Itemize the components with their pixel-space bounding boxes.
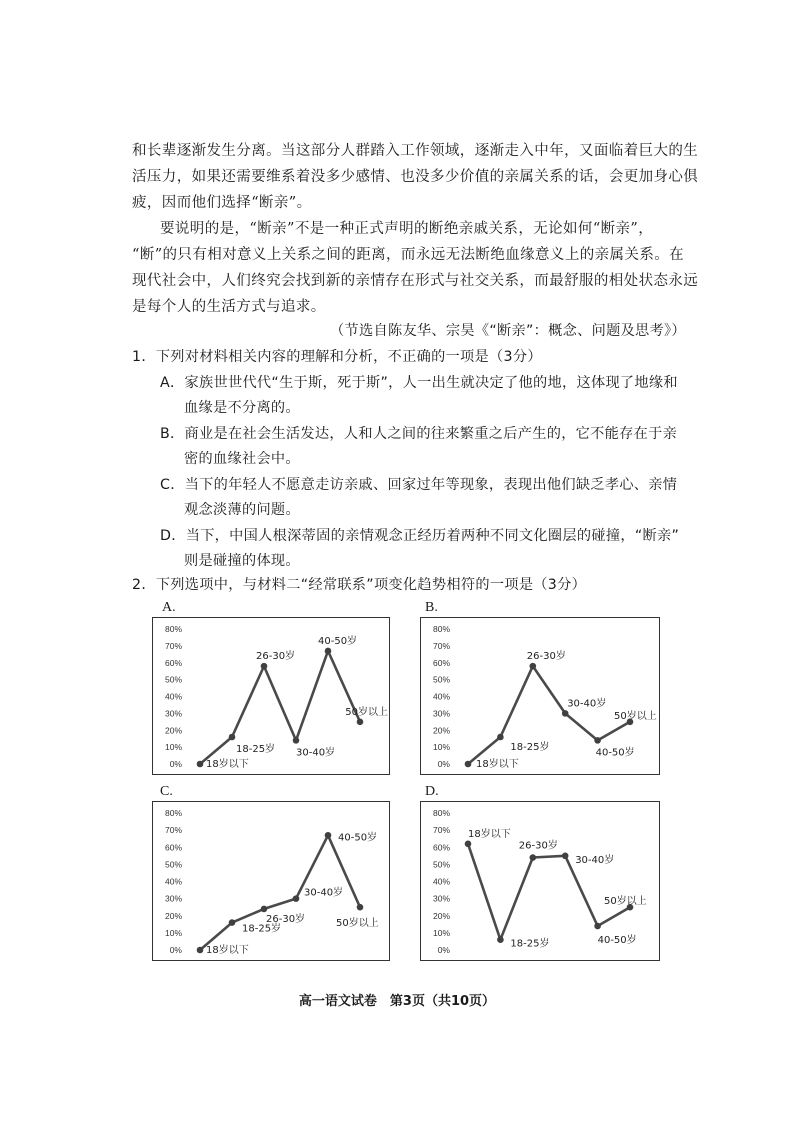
y-tick-label: 50%	[164, 859, 182, 870]
category-label: 40-50岁	[595, 747, 635, 759]
data-point	[197, 761, 204, 768]
q1-option-c-cont: 观念淡薄的问题。	[184, 502, 300, 518]
category-label: 40-50岁	[597, 935, 637, 947]
data-point	[465, 841, 472, 848]
y-tick-label: 0%	[169, 945, 182, 955]
category-label: 18岁以下	[476, 759, 519, 770]
data-point	[594, 923, 601, 930]
data-point	[261, 906, 268, 913]
data-point	[325, 648, 332, 655]
passage-line: 疲，因而他们选择“断亲”。	[132, 195, 312, 211]
passage-line: 要说明的是，“断亲”不是一种正式声明的断绝亲戚关系，无论如何“断亲”，	[160, 221, 654, 237]
y-tick-label: 50%	[432, 859, 450, 870]
y-tick-label: 10%	[164, 927, 182, 938]
data-point	[325, 832, 332, 839]
chart-option-b	[420, 617, 660, 775]
q1-option-b-cont: 密的血缘社会中。	[184, 451, 300, 467]
q2-option-label-c: C.	[160, 784, 173, 799]
y-tick-label: 80%	[432, 624, 450, 634]
category-label: 30-40岁	[575, 854, 615, 866]
data-point	[229, 919, 236, 926]
chart-option-c	[152, 801, 390, 961]
passage-line: 活压力，如果还需要维系着没多少感情、也没多少价值的亲属关系的话，会更加身心俱	[132, 169, 699, 185]
category-label: 26-30岁	[266, 913, 306, 925]
data-point	[465, 761, 472, 768]
chart-option-a	[152, 617, 390, 775]
category-label: 50岁以上	[336, 918, 379, 930]
category-label: 30-40岁	[296, 747, 336, 759]
passage-line: “断”的只有相对意义上关系之间的距离，而永远无法断绝血缘意义上的亲属关系。在	[132, 247, 685, 263]
category-label: 18岁以下	[206, 945, 249, 956]
y-tick-label: 40%	[164, 691, 182, 702]
question-1-stem: 1．下列对材料相关内容的理解和分析，不正确的一项是（3分）	[132, 349, 542, 365]
y-tick-label: 10%	[164, 742, 182, 753]
category-label: 26-30岁	[518, 840, 558, 852]
data-point	[562, 710, 569, 717]
question-2-stem: 2．下列选项中，与材料二“经常联系”项变化趋势相符的一项是（3分）	[132, 577, 587, 593]
data-point	[261, 663, 268, 670]
y-tick-label: 40%	[432, 876, 450, 887]
y-tick-label: 80%	[164, 624, 182, 634]
y-tick-label: 40%	[432, 691, 450, 702]
category-label: 26-30岁	[526, 651, 566, 663]
category-label: 30-40岁	[304, 887, 344, 899]
data-point	[594, 737, 601, 744]
y-tick-label: 80%	[164, 808, 182, 818]
category-label: 18-25岁	[510, 742, 550, 753]
category-label: 50岁以上	[345, 706, 388, 718]
y-tick-label: 20%	[432, 725, 450, 736]
data-point	[562, 853, 569, 860]
q2-option-label-a: A.	[162, 600, 176, 615]
y-tick-label: 20%	[164, 725, 182, 736]
y-tick-label: 60%	[432, 842, 450, 853]
y-tick-label: 60%	[432, 657, 450, 668]
y-tick-label: 70%	[432, 640, 450, 651]
data-point	[530, 663, 537, 670]
y-tick-label: 70%	[432, 825, 450, 836]
y-tick-label: 30%	[164, 708, 182, 719]
data-point	[530, 854, 537, 861]
category-label: 30-40岁	[567, 698, 607, 710]
category-label: 18岁以下	[206, 759, 249, 770]
y-tick-label: 30%	[432, 708, 450, 719]
data-point	[357, 904, 364, 911]
data-point	[293, 895, 300, 902]
data-point	[197, 947, 204, 954]
chart-option-d	[420, 801, 660, 961]
data-point	[357, 719, 364, 726]
category-label: 26-30岁	[256, 651, 296, 663]
q1-option-c: C．当下的年轻人不愿意走访亲戚、回家过年等现象，表现出他们缺乏孝心、亲情	[160, 477, 678, 493]
q1-option-b: B．商业是在社会生活发达，人和人之间的往来繁重之后产生的，它不能存在于亲	[160, 426, 678, 442]
passage-line: 和长辈逐渐发生分离。当这部分人群踏入工作领域，逐渐走入中年，又面临着巨大的生	[132, 143, 699, 159]
category-label: 40-50岁	[318, 635, 358, 647]
y-tick-label: 50%	[164, 674, 182, 685]
y-tick-label: 30%	[164, 893, 182, 904]
category-label: 50岁以上	[604, 896, 647, 908]
q2-option-label-b: B.	[425, 600, 438, 615]
y-tick-label: 60%	[164, 842, 182, 853]
category-label: 50岁以上	[614, 710, 657, 722]
y-tick-label: 10%	[432, 927, 450, 938]
category-label: 40-50岁	[338, 832, 378, 844]
passage-line: 是每个人的生活方式与追求。	[132, 299, 326, 315]
q1-option-a: A．家族世世代代“生于斯，死于斯”，人一出生就决定了他的地，这体现了地缘和	[160, 375, 678, 391]
y-tick-label: 40%	[164, 876, 182, 887]
y-tick-label: 60%	[164, 657, 182, 668]
data-point	[229, 734, 236, 741]
data-point	[497, 936, 504, 943]
y-tick-label: 20%	[432, 910, 450, 921]
y-tick-label: 20%	[164, 910, 182, 921]
q1-option-d: D．当下，中国人根深蒂固的亲情观念正经历着两种不同文化圈层的碰撞，“断亲”	[160, 528, 680, 544]
category-label: 18岁以下	[468, 828, 511, 840]
data-point	[497, 734, 504, 741]
y-tick-label: 0%	[437, 945, 450, 955]
y-tick-label: 10%	[432, 742, 450, 753]
y-tick-label: 0%	[169, 759, 182, 769]
data-point	[293, 737, 300, 744]
chart-frame	[153, 802, 390, 961]
y-tick-label: 70%	[164, 640, 182, 651]
y-tick-label: 50%	[432, 674, 450, 685]
q1-option-d-cont: 则是碰撞的体现。	[184, 553, 300, 569]
passage-source: （节选自陈友华、宗昊《“断亲”：概念、问题及思考》）	[330, 323, 686, 339]
category-label: 18-25岁	[242, 923, 282, 935]
y-tick-label: 80%	[432, 808, 450, 818]
page-footer: 高一语文试卷 第3页（共10页）	[298, 994, 496, 1009]
y-tick-label: 70%	[164, 825, 182, 836]
q2-option-label-d: D.	[425, 784, 439, 799]
category-label: 18-25岁	[236, 744, 276, 755]
y-tick-label: 30%	[432, 893, 450, 904]
q1-option-a-cont: 血缘是不分离的。	[184, 400, 300, 416]
y-tick-label: 0%	[437, 759, 450, 769]
category-label: 18-25岁	[510, 938, 550, 950]
passage-line: 现代社会中，人们终究会找到新的亲情存在形式与社交关系，而最舒服的相处状态永远	[132, 273, 699, 289]
